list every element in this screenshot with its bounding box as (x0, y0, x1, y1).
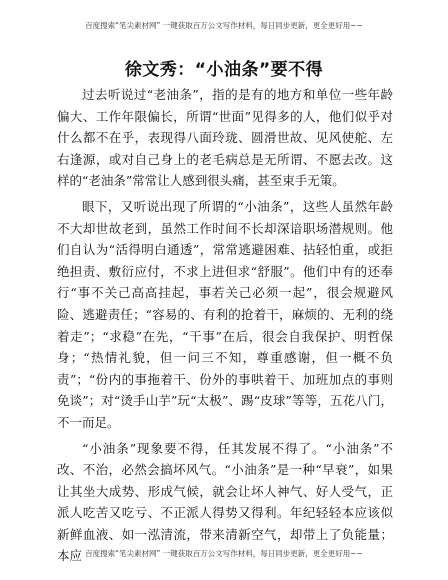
footer-banner: 百度搜索“笔尖素材网” 一键获取百万公文写作材料，每日同步更新，更全更好用~~ (85, 549, 363, 558)
document-title: 徐文秀：“小油条”要不得 (124, 60, 324, 80)
header-banner: 百度搜索“笔尖素材网” 一键获取百万公文写作材料，每日同步更新，更全更好用~~ (85, 21, 363, 30)
paragraph-1: 过去听说过“老油条”，指的是有的地方和单位一些年龄偏大、工作年限偏长，所谓“世面”见得多的人，他们似乎对什么都不在乎，表现得八面玲珑、圆滑世故、见风使舵、左右逢源，或对自己身上的老毛病总是无所谓、不愿去改。这样的“老油条”常常让人感到很头痛，甚至束手无策。 (57, 87, 393, 189)
document-body (57, 84, 393, 571)
paragraph-2: 眼下，又听说出现了所谓的“小油条”，这些人虽然年龄不大却世故老到，虽然工作时间不长却深谙职场潜规则。他们自认为“活得明白通透”，常常逃避困难、拈轻怕重，或拒绝担责、敷衍应付，不求上进但求“舒服”。他们中有的还奉行“事不关己高高挂起，事若关己必须一起”，很会规避风险、逃避责任；“容易的、有利的抢着干，麻烦的、无利的绕着走”；“求稳”在先，“干事”在后，很会自我保护、明哲保身；“热情礼貌，但一问三不知，尊重感谢，但一概不负责”；“份内的事拖着干、份外的事哄着干、加班加点的事则免谈”；对“烫手山芋”玩“太极”、踢“皮球”等等，五花八门，不一而足。 (57, 198, 393, 430)
paragraph-3: “小油条”现象要不得，任其发展不得了。“小油条”不改、不治，必然会搞坏风气。“小油条”是一种“早衰”，如果让其坐大成势、形成气候，就会让坏人神气、好人受气，正派人吃苦又吃亏、不正派人得势又得利。年纪轻轻本应该似新鲜血液、如一泓清流，带来清新空气，却带上了负能量；本应 (57, 440, 393, 564)
